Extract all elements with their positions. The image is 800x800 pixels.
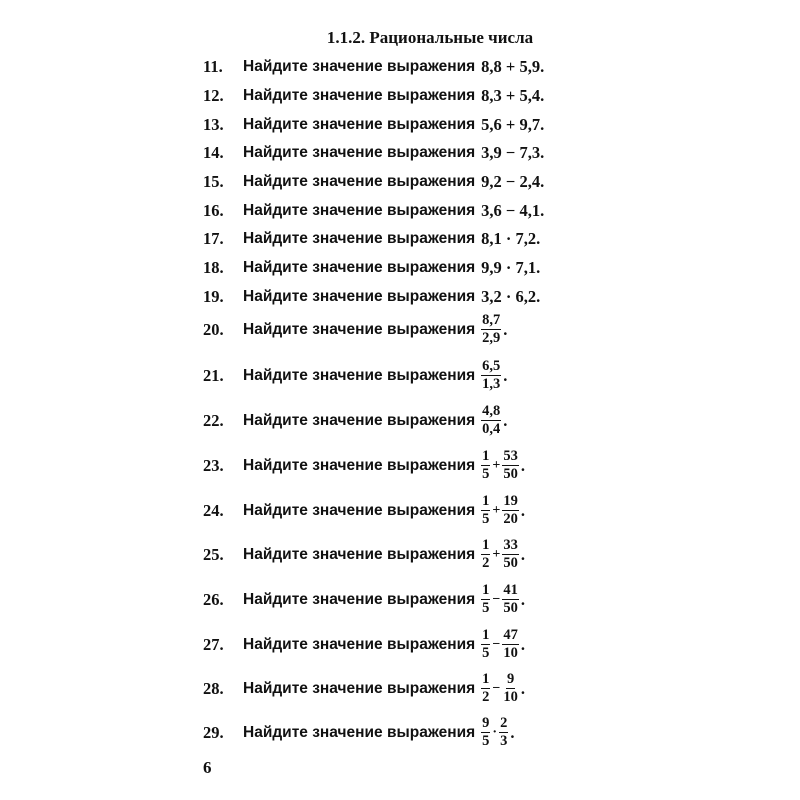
section-title: 1.1.2. Рациональные числа [326,28,534,47]
problem-prompt: Найдите значение выражения [243,173,476,190]
problem-21 [203,359,507,392]
problem-number: 20. [203,319,224,339]
problem-prompt: Найдите значение выражения [243,590,476,608]
denominator: 2 [482,689,490,705]
fraction [481,628,490,661]
problem-expression: 8,8 + 5,9. [481,57,545,76]
denominator: 50 [503,600,518,616]
problem-prompt: Найдите значение выражения [243,501,476,519]
fraction [481,583,490,616]
fraction [502,449,519,482]
denominator: 0,4 [482,421,501,437]
problem-prompt: Найдите значение выражения [243,87,476,104]
problem-expression: 3,9 − 7,3. [481,143,545,162]
numerator: 1 [482,448,490,464]
problem-number: 16. [203,201,224,220]
problem-prompt: Найдите значение выражения [243,58,476,75]
fraction [481,449,490,482]
problem-expression: $\frac{1}{5}$ − $\frac{47}{10}$ . [482,627,526,661]
fraction [502,494,519,527]
problem-prompt: Найдите значение выражения [243,320,476,338]
fraction [502,583,519,616]
problem-17 [203,229,540,249]
problem-expression: 8,1 · 7,2. [481,229,541,248]
problem-number: 22. [203,410,224,430]
fraction [481,538,490,571]
problem-11 [203,57,544,77]
numerator: 1 [482,493,490,509]
operator: − [492,591,501,607]
problem-prompt: Найдите значение выражения [243,116,476,133]
operator: − [492,636,501,652]
numerator: 19 [503,493,518,509]
problem-expression: $\frac{6,5}{1,3}$ . [482,358,508,392]
operator: + [492,546,501,562]
problem-25 [203,538,525,571]
problem-number: 26. [203,589,224,609]
problem-expression: 3,6 − 4,1. [481,201,545,220]
denominator: 10 [503,645,518,661]
problem-prompt: Найдите значение выражения [243,456,476,474]
denominator: 5 [482,645,490,661]
problem-number: 29. [203,722,224,742]
denominator: 50 [503,466,518,482]
numerator: 33 [503,537,518,553]
operator: + [492,457,501,473]
problem-expression: 5,6 + 9,7. [481,115,545,134]
denominator: 5 [482,511,490,527]
denominator: 5 [482,733,490,749]
problem-27 [203,628,525,661]
problem-18 [203,258,540,278]
numerator: 4,8 [482,403,501,419]
problem-13 [203,115,544,135]
numerator: 1 [482,671,490,687]
problem-prompt: Найдите значение выражения [243,635,476,653]
problem-number: 21. [203,365,224,385]
problem-number: 17. [203,229,224,248]
problem-expression: $\frac{4,8}{0,4}$ . [482,403,508,437]
numerator: 1 [482,582,490,598]
fraction [481,672,490,705]
problem-prompt: Найдите значение выражения [243,230,476,247]
problem-28 [203,672,525,705]
problem-number: 12. [203,86,224,105]
problem-12 [203,86,544,106]
problem-expression: $\frac{1}{5}$ + $\frac{53}{50}$ . [482,448,526,482]
problem-26 [203,583,525,616]
problem-expression: $\frac{1}{5}$ + $\frac{19}{20}$ . [482,493,526,527]
problem-expression: 8,3 + 5,4. [481,86,545,105]
page-number: 6 [203,758,212,777]
problem-number: 24. [203,500,224,520]
denominator: 5 [482,600,490,616]
operator: · [492,724,498,740]
numerator: 9 [507,671,515,687]
problem-expression: $\frac{1}{2}$ − $\frac{9}{10}$ . [482,671,526,705]
problem-expression: $\frac{1}{5}$ − $\frac{41}{50}$ . [482,582,526,616]
problem-prompt: Найдите значение выражения [243,259,476,276]
problem-number: 18. [203,258,224,277]
problem-expression: 9,2 − 2,4. [481,172,545,191]
problem-prompt: Найдите значение выражения [243,366,476,384]
problem-prompt: Найдите значение выражения [243,723,476,741]
fraction [481,313,501,346]
denominator: 10 [503,689,518,705]
problem-number: 14. [203,143,224,162]
fraction [481,494,490,527]
problem-number: 25. [203,544,224,564]
problem-19 [203,287,540,307]
problem-20 [203,313,507,346]
numerator: 53 [503,448,518,464]
problem-29 [203,716,514,749]
problem-number: 28. [203,678,224,698]
problem-expression: 9,9 · 7,1. [481,258,541,277]
numerator: 9 [482,715,490,731]
numerator: 41 [503,582,518,598]
problem-prompt: Найдите значение выражения [243,411,476,429]
problem-22 [203,404,507,437]
operator: − [492,680,501,696]
fraction [481,404,501,437]
problem-expression: $\frac{8,7}{2,9}$ . [482,312,508,346]
numerator: 6,5 [482,358,501,374]
problem-prompt: Найдите значение выражения [243,288,476,305]
problem-24 [203,494,525,527]
fraction [499,716,508,749]
problem-16 [203,201,544,221]
denominator: 5 [482,466,490,482]
fraction [502,628,519,661]
problem-14 [203,143,544,163]
numerator: 1 [482,537,490,553]
problem-number: 13. [203,115,224,134]
denominator: 2 [482,555,490,571]
problem-expression: $\frac{9}{5}$ · $\frac{2}{3}$ . [482,715,515,749]
problem-number: 15. [203,172,224,191]
problem-expression: $\frac{1}{2}$ + $\frac{33}{50}$ . [482,537,526,571]
numerator: 1 [482,627,490,643]
problem-prompt: Найдите значение выражения [243,144,476,161]
problem-prompt: Найдите значение выражения [243,545,476,563]
problem-prompt: Найдите значение выражения [243,202,476,219]
problem-number: 23. [203,455,224,475]
denominator: 2,9 [482,330,501,346]
numerator: 8,7 [482,312,501,328]
problem-15 [203,172,544,192]
fraction [502,672,519,705]
problem-23 [203,449,525,482]
numerator: 47 [503,627,518,643]
problem-number: 19. [203,287,224,306]
fraction [502,538,519,571]
denominator: 1,3 [482,376,501,392]
problem-prompt: Найдите значение выражения [243,679,476,697]
problem-number: 27. [203,634,224,654]
problem-number: 11. [203,57,223,76]
denominator: 20 [503,511,518,527]
problem-expression: 3,2 · 6,2. [481,287,541,306]
fraction [481,716,490,749]
denominator: 3 [500,733,508,749]
numerator: 2 [500,715,508,731]
denominator: 50 [503,555,518,571]
fraction [481,359,501,392]
operator: + [492,502,501,518]
